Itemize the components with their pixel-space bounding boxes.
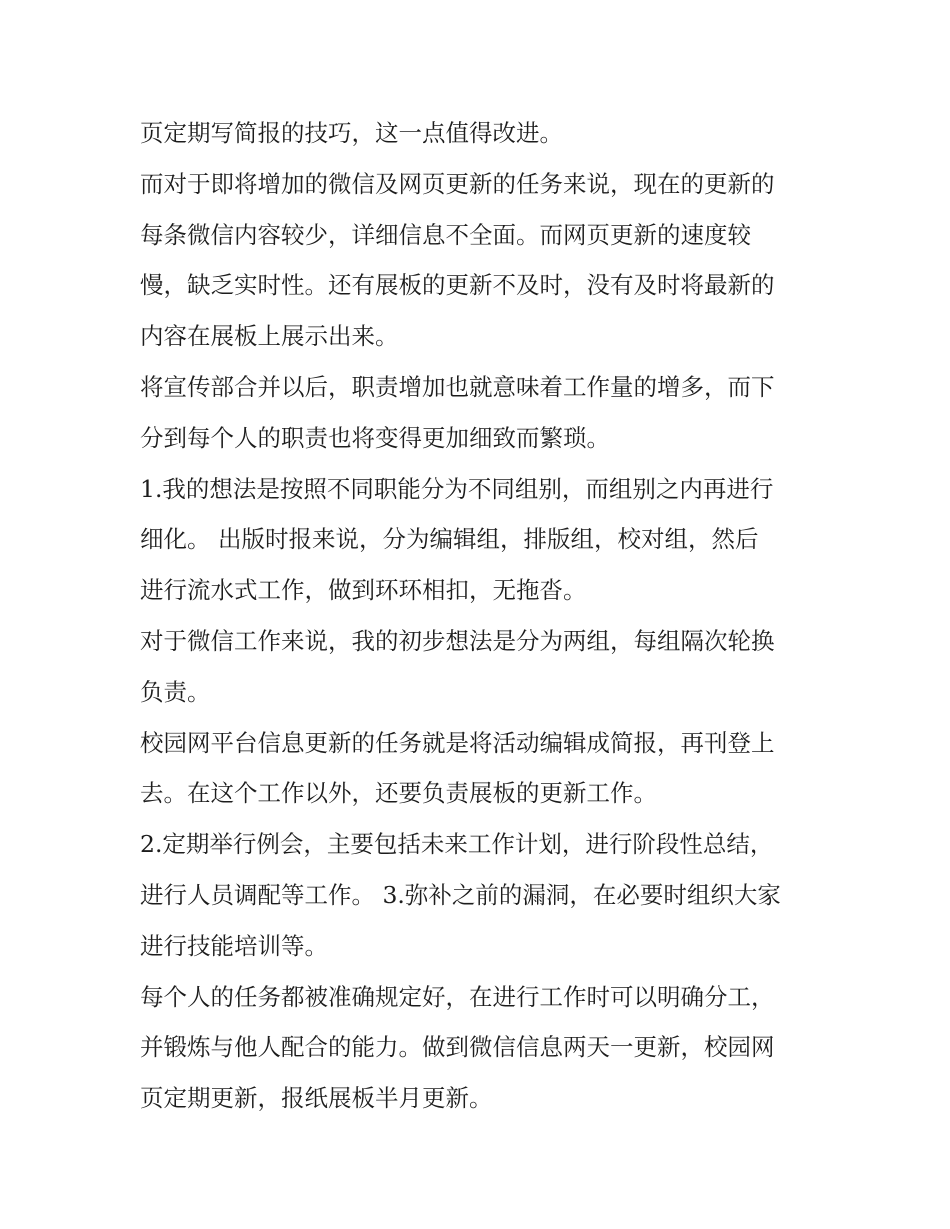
- text-line: 每个人的任务都被准确规定好，在进行工作时可以明确分工，: [140, 982, 775, 1011]
- text-line: 细化。 出版时报来说，分为编辑组，排版组，校对组，然后: [140, 525, 759, 554]
- text-line: 进行流水式工作，做到环环相扣，无拖沓。: [140, 576, 587, 605]
- text-line: 进行技能培训等。: [140, 931, 328, 960]
- text-line: 每条微信内容较少，详细信息不全面。而网页更新的速度较: [140, 220, 751, 249]
- text-line: 去。在这个工作以外，还要负责展板的更新工作。: [140, 779, 657, 808]
- text-line: 页定期写简报的技巧，这一点值得改进。: [140, 119, 563, 147]
- text-line: 1.我的想法是按照不同职能分为不同组别，而组别之内再进行: [140, 474, 774, 503]
- text-line: 并锻炼与他人配合的能力。做到微信信息两天一更新，校园网: [140, 1033, 775, 1062]
- text-line: 对于微信工作来说，我的初步想法是分为两组，每组隔次轮换: [140, 626, 775, 655]
- text-line: 2.定期举行例会，主要包括未来工作计划，进行阶段性总结，: [140, 830, 774, 859]
- text-line: 校园网平台信息更新的任务就是将活动编辑成简报，再刊登上: [140, 728, 775, 757]
- body-text: [140, 108, 815, 1124]
- text-line: 而对于即将增加的微信及网页更新的任务来说，现在的更新的: [140, 169, 775, 198]
- text-line: 分到每个人的职责也将变得更加细致而繁琐。: [140, 423, 610, 452]
- text-line: 慢，缺乏实时性。还有展板的更新不及时，没有及时将最新的: [140, 271, 775, 300]
- text-line: 内容在展板上展示出来。: [140, 322, 399, 351]
- text-line: 页定期更新，报纸展板半月更新。: [140, 1084, 493, 1113]
- text-line: 将宣传部合并以后，职责增加也就意味着工作量的增多，而下: [140, 372, 775, 401]
- text-line: 进行人员调配等工作。 3.弥补之前的漏洞，在必要时组织大家: [140, 880, 781, 909]
- text-line: 负责。: [140, 677, 211, 706]
